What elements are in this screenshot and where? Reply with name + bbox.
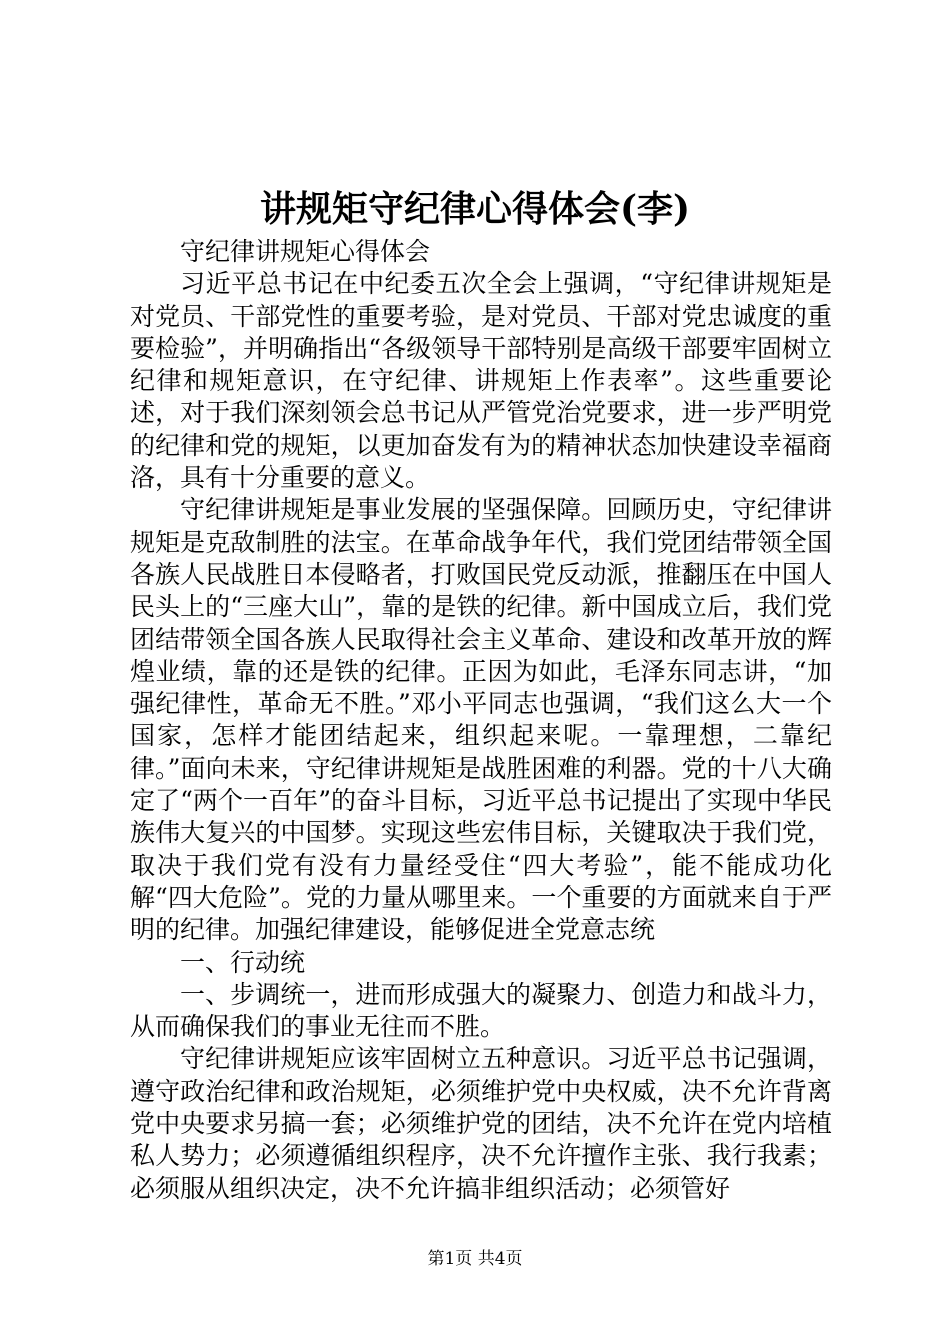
body-paragraph: 一、步调统一，进而形成强大的凝聚力、创造力和战斗力，从而确保我们的事业无往而不胜。 [130, 979, 832, 1042]
document-title: 讲规矩守纪律心得体会(李) [259, 188, 691, 230]
body-paragraph: 习近平总书记在中纪委五次全会上强调，“守纪律讲规矩是对党员、干部党性的重要考验，是对党员、干部对党忠诚度的重要检验”，并明确指出“各级领导干部特别是高级干部要牢固树立纪律和规矩意识，在守纪律、讲规矩上作表率”。这些重要论述，对于我们深刻领会总书记从严管党治党要求，进一步严明党的纪律和党的规矩，以更加奋发有为的精神状态加快建设幸福商洛，具有十分重要的意义。 [130, 269, 832, 493]
subtitle-paragraph: 守纪律讲规矩心得体会 [180, 237, 431, 266]
page-footer [0, 1247, 950, 1271]
body-paragraph: 一、行动统 [180, 947, 306, 977]
body-paragraph: 守纪律讲规矩是事业发展的坚强保障。回顾历史，守纪律讲规矩是克敌制胜的法宝。在革命战争年代，我们党团结带领全国各族人民战胜日本侵略者，打败国民党反动派，推翻压在中国人民头上的“三座大山”，靠的是铁的纪律。新中国成立后，我们党团结带领全国各族人民取得社会主义革命、建设和改革开放的辉煌业绩，靠的还是铁的纪律。正因为如此，毛泽东同志讲，“加强纪律性，革命无不胜。”邓小平同志也强调，“我们这么大一个国家，怎样才能团结起来，组织起来呢。一靠理想，二靠纪律。”面向未来，守纪律讲规矩是战胜困难的利器。党的十八大确定了“两个一百年”的奋斗目标，习近平总书记提出了实现中华民族伟大复兴的中国梦。实现这些宏伟目标，关键取决于我们党，取决于我们党有没有力量经受住“四大考验”，能不能成功化解“四大危险”。党的力量从哪里来。一个重要的方面就来自于严明的纪律。加强纪律建设，能够促进全党意志统 [130, 495, 832, 945]
page-number: 第1页 共4页 [427, 1249, 523, 1269]
body-paragraph: 守纪律讲规矩应该牢固树立五种意识。习近平总书记强调，遵守政治纪律和政治规矩，必须维护党中央权威，决不允许背离党中央要求另搞一套；必须维护党的团结，决不允许在党内培植私人势力；必须遵循组织程序，决不允许擅作主张、我行我素；必须服从组织决定，决不允许搞非组织活动；必须管好 [130, 1044, 832, 1203]
document-body [130, 236, 832, 1205]
